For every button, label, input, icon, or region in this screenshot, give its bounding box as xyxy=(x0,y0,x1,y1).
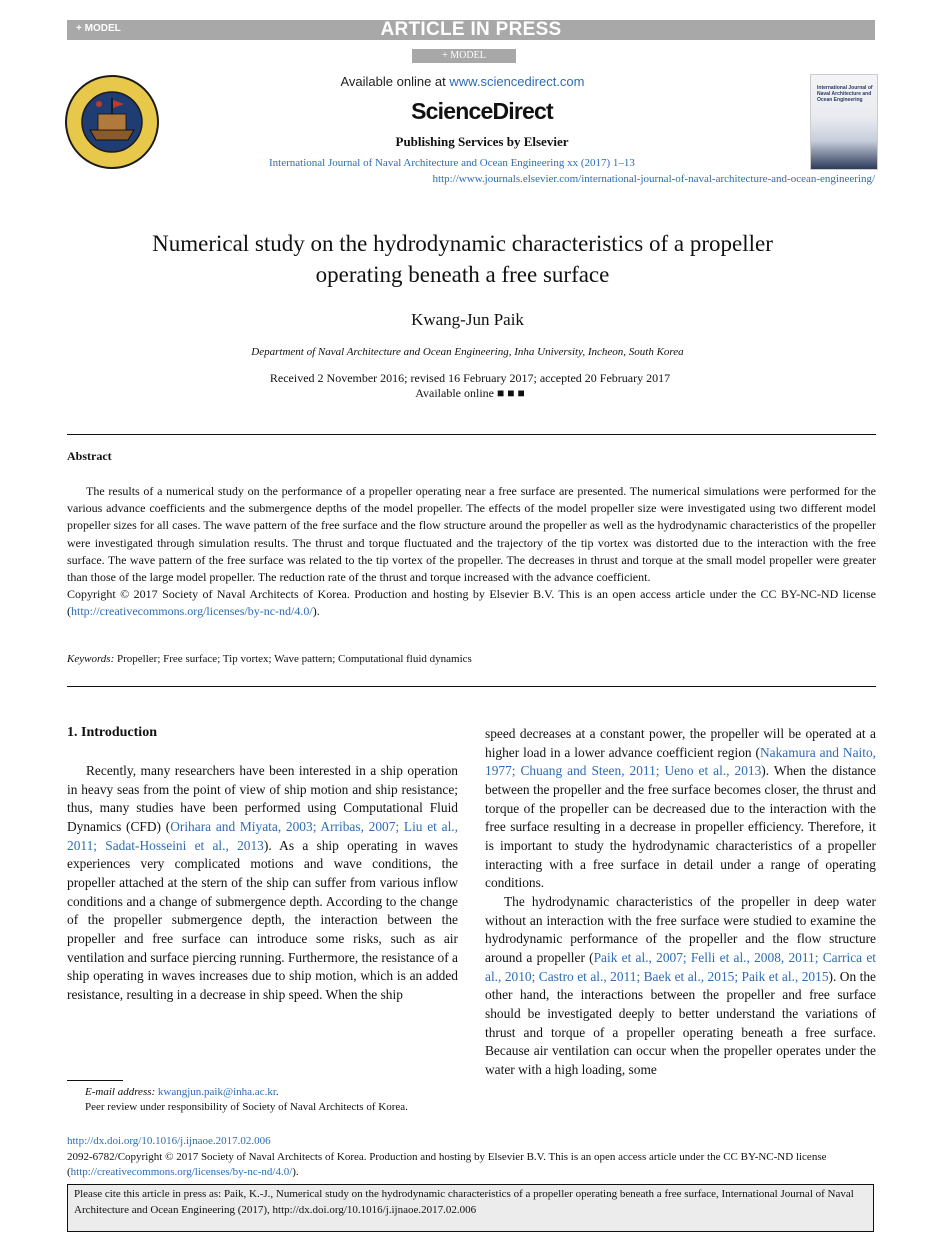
intro-p1-text-b: ). As a ship operating in waves experiences very complicated motions and wave conditions, the propeller attached at the stern of the ship can suffer from various inflow conditions and a change of submergence depth. According to the change of the propeller submergence depth, the interaction between the propeller and free surface can introduce some risks, such as air ventilation and surface piercing running. Furthermore, the resistance of a ship operating in waves increases due to ship motion, which is an added resistance, resulting in a decrease in ship speed. When the ship xyxy=(67,837,459,1002)
intro-p3-citation[interactable]: Paik et al., 2007; Felli et al., 2008, 2011; Carrica et al., 2010; Castro et al., 2011; Baek et al., 2015; Paik et al., 2015 xyxy=(485,949,876,984)
copyright-text: Copyright © 2017 Society of Naval Architects of Korea. Production and hosting by Elsevier B.V. This is an open access article under the CC BY-NC-ND license ( xyxy=(67,587,876,619)
article-in-press-banner xyxy=(67,20,875,40)
abstract-bottom-rule xyxy=(67,686,876,687)
intro-p2-text-b: ). When the distance between the propeller and the free surface becomes closer, the thrust and torque of the propeller can be decreased due to the interaction with the free surface resulting in a decrease in propeller efficiency. Therefore, it is important to study the hydrodynamic characteristics of a propeller interacting with a free surface in detail under a range of operating conditions. xyxy=(485,763,877,891)
footnote-rule xyxy=(67,1080,123,1081)
issn-text: 2092-6782/Copyright © 2017 Society of Naval Architects of Korea. Production and hosting by Elsevier B.V. This is an open access article under the CC BY-NC-ND license ( xyxy=(67,1151,827,1178)
keywords-list: Propeller; Free surface; Tip vortex; Wave pattern; Computational fluid dynamics xyxy=(117,653,472,665)
sciencedirect-logo: ScienceDirect xyxy=(411,98,553,124)
available-online-date: Available online ■ ■ ■ xyxy=(415,386,525,400)
author-affiliation: Department of Naval Architecture and Ocean Engineering, Inha University, Incheon, South Korea xyxy=(251,346,684,358)
banner-title: ARTICLE IN PRESS xyxy=(380,19,562,40)
issn-copyright-line xyxy=(67,1150,876,1180)
cover-title: International Journal of Naval Architecture and Ocean Engineering xyxy=(817,85,873,103)
abstract-body xyxy=(67,483,876,621)
journal-cover-image xyxy=(810,74,878,170)
intro-p3-text-a: The hydrodynamic characteristics of the propeller in deep water without an interaction with the free surface were studied to examine the hydrodynamic performance of the propeller and the flow structure around a propeller ( xyxy=(485,893,876,965)
abstract-heading: Abstract xyxy=(67,449,112,463)
title-line-1: Numerical study on the hydrodynamic characteristics of a propeller xyxy=(152,231,773,256)
doi-link[interactable]: http://dx.doi.org/10.1016/j.ijnaoe.2017.02.006 xyxy=(67,1135,271,1147)
sub-model-label: + MODEL xyxy=(412,49,516,63)
intro-paragraph-3 xyxy=(485,893,876,1080)
intro-paragraph-2 xyxy=(485,725,876,893)
copyright-end: ). xyxy=(312,604,320,619)
abstract-text: The results of a numerical study on the performance of a propeller operating near a free surface are presented. The numerical simulations were performed for the various advance coefficients and the submergence depths of the model propeller. The effects of the model propeller size were investigated using two different model propeller sizes for all cases. The wave pattern of the free surface and the flow structure around the propeller as well as the hydrodynamic characteristics of the propeller were investigated through simulation results. The thrust and torque fluctuated and the trajectory of the tip vortex was distorted due to the interaction with the free surface. The wave pattern of the free surface was related to the tip vortex of the propeller. The decreases in thrust and torque at the small model propeller were greater than those of the large model propeller. The reduction rate of the thrust and torque increased with the advance coefficient. xyxy=(67,484,876,585)
article-title xyxy=(60,228,865,290)
email-footnote xyxy=(85,1086,279,1098)
intro-p2-citation[interactable]: Nakamura and Naito, 1977; Chuang and Steen, 2011; Ueno et al., 2013 xyxy=(485,744,876,779)
available-online-line xyxy=(0,74,925,89)
author-email-link[interactable]: kwangjun.paik@inha.ac.kr xyxy=(157,1086,276,1098)
left-column xyxy=(67,762,458,1005)
sciencedirect-link[interactable]: www.sciencedirect.com xyxy=(449,74,585,89)
intro-paragraph-1 xyxy=(67,762,458,1005)
peer-review-footnote: Peer review under responsibility of Society of Naval Architects of Korea. xyxy=(85,1101,408,1113)
intro-p1-citation[interactable]: Orihara and Miyata, 2003; Arribas, 2007; Liu et al., 2011; Sadat-Hosseini et al., 2013 xyxy=(67,818,458,853)
keywords xyxy=(67,653,472,665)
email-label: E-mail address: xyxy=(85,1086,156,1098)
intro-p1-text-a: Recently, many researchers have been interested in a ship operation in heavy seas from the point of view of ship motion and ship resistance; thus, many studies have been performed using Computational Fluid Dynamics (CFD) ( xyxy=(67,763,458,834)
journal-homepage-link[interactable]: http://www.journals.elsevier.com/international-journal-of-naval-architecture-and-ocean-engineering/ xyxy=(432,173,875,185)
license-link[interactable]: http://creativecommons.org/licenses/by-nc-nd/4.0/ xyxy=(71,604,313,619)
available-prefix: Available online at xyxy=(340,74,450,89)
introduction-heading: 1. Introduction xyxy=(67,725,157,740)
issn-end: ). xyxy=(292,1166,299,1178)
title-line-2: operating beneath a free surface xyxy=(315,262,610,287)
keywords-label: Keywords: xyxy=(67,653,115,665)
email-end: . xyxy=(275,1086,279,1098)
abstract-copyright xyxy=(67,586,876,620)
journal-citation-link[interactable]: International Journal of Naval Architecture and Ocean Engineering xx (2017) 1–13 xyxy=(269,157,635,169)
publishing-services: Publishing Services by Elsevier xyxy=(395,134,569,149)
banner-model-label: + MODEL xyxy=(76,23,121,34)
received-dates: Received 2 November 2016; revised 16 February 2017; accepted 20 February 2017 xyxy=(269,371,671,385)
cite-article-text: Please cite this article in press as: Paik, K.-J., Numerical study on the hydrodynamic characteristics of a propeller operating beneath a free surface, International Journal of Naval Architecture and Ocean Engineering (2017), http://dx.doi.org/10.1016/j.ijnaoe.2017.02.006 xyxy=(74,1188,854,1216)
intro-p2-text-a: speed decreases at a constant power, the propeller will be operated at a higher load in a lower advance coefficient region ( xyxy=(485,726,876,760)
right-column xyxy=(485,725,876,1079)
intro-p3-text-b: ). On the other hand, the interactions between the propeller and free surface should be investigated deeply to better understand the variations of thrust and torque of a propeller operating beneath a free surface. Because air ventilation can occur when the propeller operates under the water with a high loading, some xyxy=(485,968,876,1077)
issn-license-link[interactable]: http://creativecommons.org/licenses/by-nc-nd/4.0/ xyxy=(70,1166,293,1178)
author-name: Kwang-Jun Paik xyxy=(411,310,524,329)
cite-article-box xyxy=(67,1184,874,1232)
abstract-top-rule xyxy=(67,434,876,435)
